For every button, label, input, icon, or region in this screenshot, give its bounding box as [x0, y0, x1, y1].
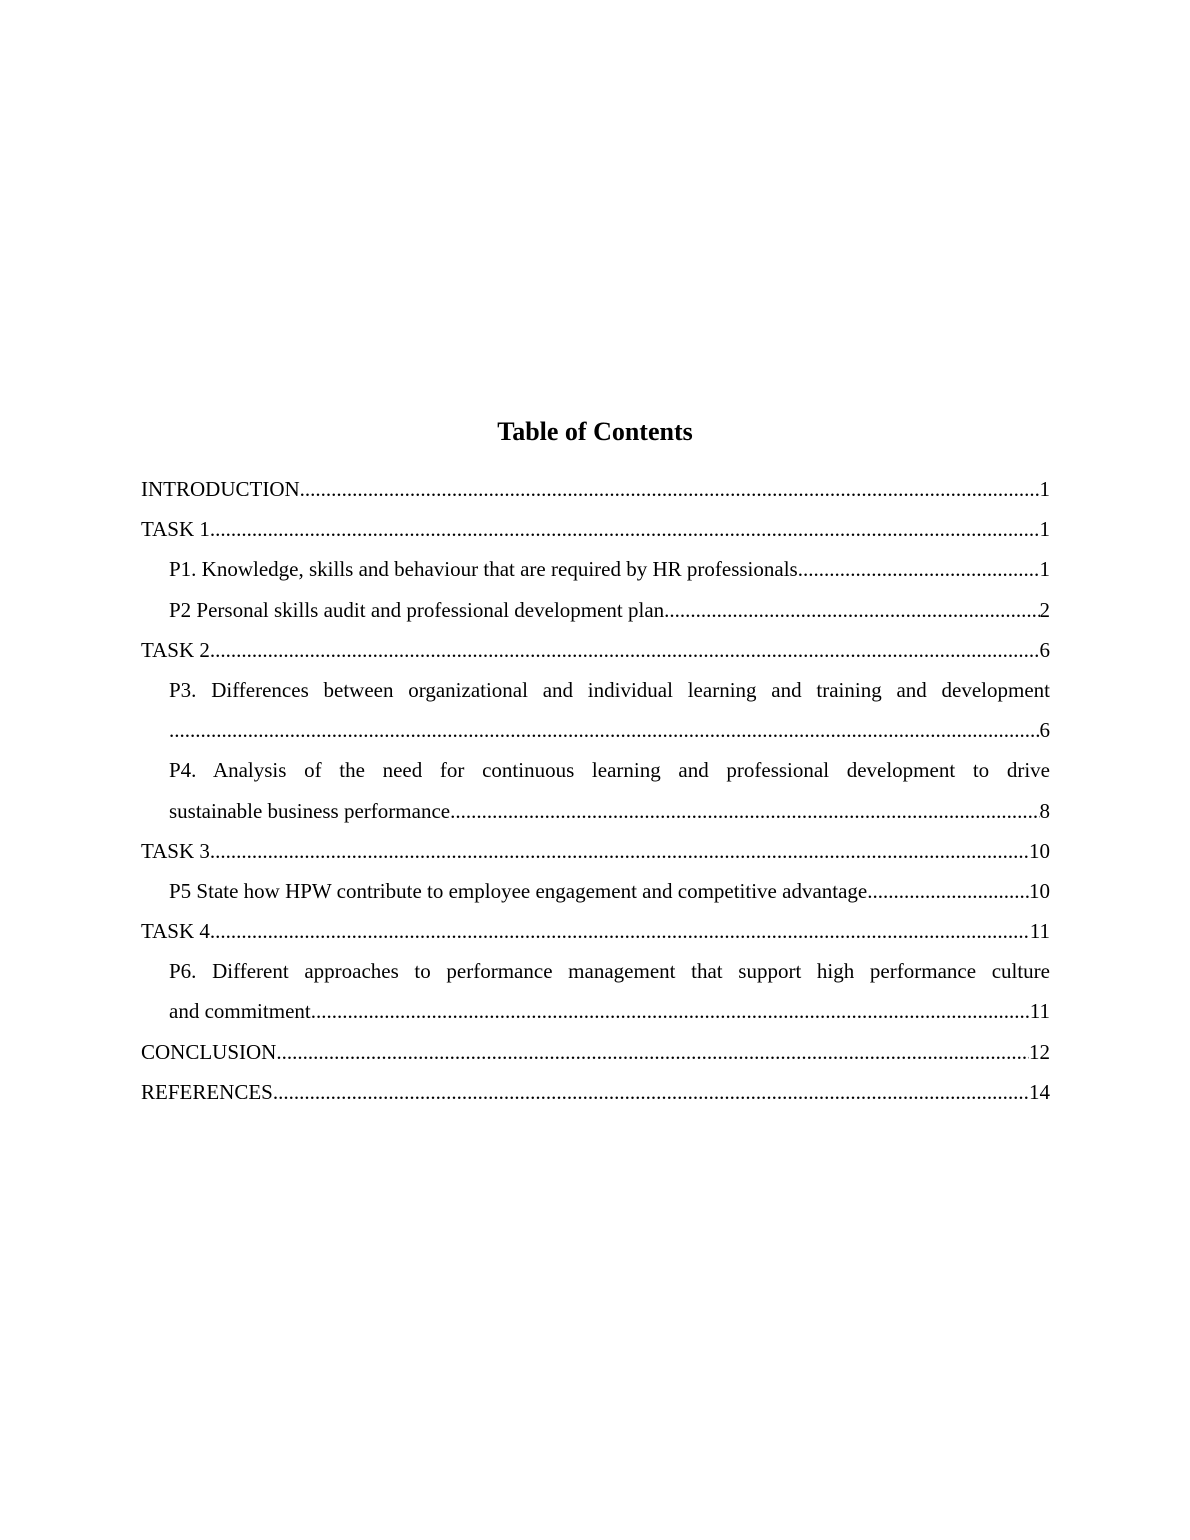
toc-entry-task-1[interactable] — [141, 509, 1050, 549]
dot-leader — [867, 871, 1029, 911]
toc-entry-page: 6 — [1039, 637, 1050, 662]
table-of-contents — [141, 469, 1050, 1112]
toc-entry-page: 10 — [1029, 838, 1050, 863]
toc-entry-title: REFERENCES — [141, 1079, 273, 1104]
toc-entry-title-line-1: P6. Different approaches to performance management that support high performance culture — [169, 959, 1050, 984]
toc-entry-p1[interactable] — [141, 549, 1050, 589]
toc-entry-page: 14 — [1029, 1079, 1050, 1104]
toc-entry-page: 12 — [1029, 1039, 1050, 1064]
toc-entry-title: TASK 1 — [141, 517, 210, 542]
toc-entry-p4[interactable] — [141, 750, 1050, 830]
dot-leader — [300, 469, 1040, 509]
toc-entry-introduction[interactable] — [141, 469, 1050, 509]
dot-leader — [273, 1072, 1029, 1112]
toc-entry-title: P5 State how HPW contribute to employee engagement and competitive advantage — [169, 878, 868, 903]
toc-entry-conclusion[interactable] — [141, 1032, 1050, 1072]
toc-entry-page: 6 — [1039, 718, 1050, 743]
toc-entry-p2[interactable] — [141, 590, 1050, 630]
dot-leader — [210, 509, 1040, 549]
toc-entry-references[interactable] — [141, 1072, 1050, 1112]
dot-leader — [169, 710, 1040, 750]
dot-leader — [276, 1032, 1029, 1072]
dot-leader — [210, 911, 1030, 951]
dot-leader — [311, 991, 1030, 1031]
toc-entry-title: P1. Knowledge, skills and behaviour that are required by HR professionals — [169, 557, 798, 582]
toc-entry-p6[interactable] — [141, 951, 1050, 1031]
toc-entry-title: TASK 2 — [141, 637, 210, 662]
toc-entry-page: 1 — [1039, 477, 1050, 501]
toc-entry-page: 10 — [1029, 878, 1050, 903]
dot-leader — [450, 791, 1039, 831]
dot-leader — [210, 831, 1029, 871]
toc-entry-title: TASK 4 — [141, 919, 210, 944]
toc-entry-task-3[interactable] — [141, 831, 1050, 871]
dot-leader — [798, 549, 1040, 589]
toc-entry-page: 8 — [1039, 798, 1050, 823]
dot-leader — [664, 590, 1039, 630]
toc-entry-title-line-2: and commitment — [169, 999, 311, 1024]
toc-entry-title: CONCLUSION — [141, 1039, 277, 1064]
toc-entry-page: 11 — [1029, 999, 1050, 1024]
toc-entry-task-2[interactable] — [141, 630, 1050, 670]
toc-entry-title: TASK 3 — [141, 838, 210, 863]
toc-entry-task-4[interactable] — [141, 911, 1050, 951]
toc-entry-title-line-1: P4. Analysis of the need for continuous learning and professional development to drive — [169, 758, 1050, 783]
toc-entry-title: P2 Personal skills audit and professional development plan — [169, 597, 665, 622]
toc-entry-p5[interactable] — [141, 871, 1050, 911]
toc-entry-title-line-2: sustainable business performance — [169, 798, 451, 823]
toc-title: Table of Contents — [497, 417, 693, 446]
toc-entry-title: INTRODUCTION — [141, 477, 300, 501]
toc-entry-page: 1 — [1039, 557, 1050, 582]
toc-entry-p3[interactable] — [141, 670, 1050, 750]
dot-leader — [210, 630, 1040, 670]
toc-entry-page: 2 — [1039, 597, 1050, 622]
toc-entry-page: 1 — [1039, 517, 1050, 542]
toc-entry-title-line-1: P3. Differences between organizational and individual learning and training and development — [169, 677, 1050, 702]
toc-entry-page: 11 — [1029, 919, 1050, 944]
